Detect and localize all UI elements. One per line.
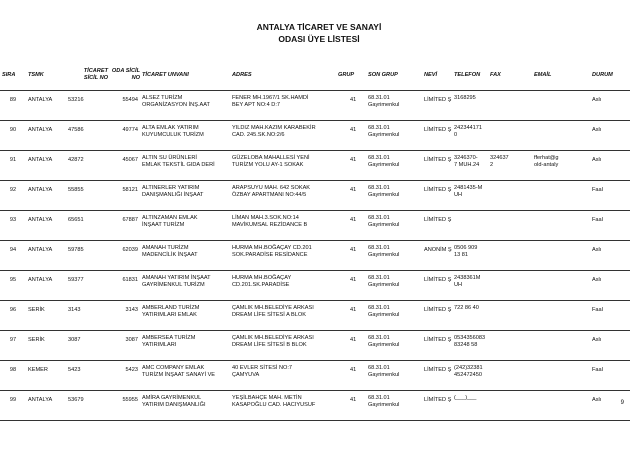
cell-telefon: 3168295 [452, 91, 488, 121]
cell-sira: 93 [0, 211, 26, 241]
cell-son-grup: 68.31.01 Gayrimenkul [366, 361, 422, 391]
cell-grup: 41 [336, 211, 366, 241]
cell-tsmk: ANTALYA [26, 271, 66, 301]
cell-grup: 41 [336, 151, 366, 181]
cell-ticaret-sicil: 47586 [66, 121, 108, 151]
cell-email: fferhat@g old-antaly [532, 151, 590, 181]
cell-son-grup: 68.31.01 Gayrimenkul [366, 181, 422, 211]
cell-nevi: LİMİTED Ş [422, 91, 452, 121]
cell-oda-sicil: 61831 [108, 271, 140, 301]
table-row [0, 121, 630, 151]
cell-sira: 92 [0, 181, 26, 211]
table-row [0, 391, 630, 421]
cell-oda-sicil: 67887 [108, 211, 140, 241]
cell-sira: 90 [0, 121, 26, 151]
cell-son-grup: 68.31.01 Gayrimenkul [366, 271, 422, 301]
table-row [0, 361, 630, 391]
cell-tsmk: ANTALYA [26, 91, 66, 121]
cell-sira: 95 [0, 271, 26, 301]
cell-grup: 41 [336, 271, 366, 301]
cell-email [532, 121, 590, 151]
cell-son-grup: 68.31.01 Gayrimenkul [366, 301, 422, 331]
cell-oda-sicil: 3143 [108, 301, 140, 331]
cell-telefon: 2438361M UH [452, 271, 488, 301]
cell-ticaret-sicil: 55855 [66, 181, 108, 211]
cell-ticaret-sicil: 65651 [66, 211, 108, 241]
cell-ticaret-sicil: 3143 [66, 301, 108, 331]
cell-email [532, 211, 590, 241]
cell-durum: Faal [590, 181, 630, 211]
cell-nevi: LİMİTED Ş [422, 301, 452, 331]
document-title-line1: ANTALYA TİCARET VE SANAYİ [256, 22, 382, 32]
cell-ticaret-unvani: AMİRA GAYRİMENKUL YATIRIM DANIŞMANLIĞI [140, 391, 230, 421]
table-row [0, 151, 630, 181]
cell-ticaret-unvani: AMBERSEA TURİZM YATIRIMLARI [140, 331, 230, 361]
cell-fax [488, 181, 532, 211]
cell-adres: ÇAMLIK MH.BELEDİYE ARKASI DREAM LİFE SİTESİ B BLOK [230, 331, 336, 361]
cell-grup: 41 [336, 91, 366, 121]
cell-ticaret-unvani: ALSEZ TURİZM ORGANİZASYON İNŞ.AAT [140, 91, 230, 121]
cell-nevi: LİMİTED Ş [422, 151, 452, 181]
cell-grup: 41 [336, 181, 366, 211]
cell-durum: Faal [590, 301, 630, 331]
col-ticaret-unvani: TİCARET UNVANI [140, 60, 230, 91]
cell-fax [488, 211, 532, 241]
cell-nevi: LİMİTED Ş [422, 211, 452, 241]
cell-ticaret-sicil: 5423 [66, 361, 108, 391]
document-title-line2: ODASI ÜYE LİSTESİ [278, 34, 360, 44]
cell-telefon: (242)32381 452472450 [452, 361, 488, 391]
cell-nevi: LİMİTED Ş [422, 391, 452, 421]
cell-nevi: LİMİTED Ş [422, 121, 452, 151]
cell-fax [488, 361, 532, 391]
cell-son-grup: 68.31.01 Gayrimenkul [366, 391, 422, 421]
cell-adres: ÇAMLIK MH.BELEDİYE ARKASI DREAM LİFE SİTESİ A BLOK [230, 301, 336, 331]
cell-nevi: LİMİTED Ş [422, 361, 452, 391]
cell-ticaret-sicil: 42872 [66, 151, 108, 181]
cell-tsmk: SERİK [26, 301, 66, 331]
cell-email [532, 91, 590, 121]
cell-fax [488, 91, 532, 121]
cell-grup: 41 [336, 241, 366, 271]
cell-adres: YEŞİLBAHÇE MAH. METİN KASAPOĞLU CAD. HACIYUSUF [230, 391, 336, 421]
cell-fax [488, 271, 532, 301]
cell-adres: LİMAN MAH.3.SOK.NO:14 MAVİKUMSAL REZİDANCE B [230, 211, 336, 241]
cell-ticaret-sicil: 53679 [66, 391, 108, 421]
cell-grup: 41 [336, 361, 366, 391]
cell-tsmk: KEMER [26, 361, 66, 391]
cell-adres: FENER MH.1967/1 SK.HAMDİ BEY APT NO:4 D:7 [230, 91, 336, 121]
cell-fax [488, 301, 532, 331]
cell-email [532, 391, 590, 421]
cell-ticaret-unvani: ALTIN SU ÜRÜNLERİ EMLAK TEKSTİL GIDA DERİ [140, 151, 230, 181]
cell-telefon: 722 86 40 [452, 301, 488, 331]
col-tsmk: TSMK [26, 60, 66, 91]
cell-email [532, 181, 590, 211]
cell-ticaret-unvani: AMANAH TURİZM MADENCİLİK İNŞAAT [140, 241, 230, 271]
col-fax: FAX [488, 60, 532, 91]
cell-ticaret-sicil: 53216 [66, 91, 108, 121]
cell-oda-sicil: 3087 [108, 331, 140, 361]
cell-telefon: 2481435-M UH [452, 181, 488, 211]
cell-telefon [452, 211, 488, 241]
table-row [0, 91, 630, 121]
cell-son-grup: 68.31.01 Gayrimenkul [366, 91, 422, 121]
cell-oda-sicil: 45067 [108, 151, 140, 181]
cell-ticaret-sicil: 3087 [66, 331, 108, 361]
cell-sira: 98 [0, 361, 26, 391]
cell-email [532, 331, 590, 361]
cell-adres: YILDIZ MAH.KAZIM KARABEKİR CAD. 245.SK.NO:2/6 [230, 121, 336, 151]
cell-ticaret-unvani: ALTA EMLAK YATIRIM KUYUMCULUK TURİZM [140, 121, 230, 151]
cell-nevi: LİMİTED Ş [422, 181, 452, 211]
cell-nevi: LİMİTED Ş [422, 331, 452, 361]
col-nevi: NEVİ [422, 60, 452, 91]
cell-ticaret-sicil: 59785 [66, 241, 108, 271]
cell-durum: Aslı [590, 121, 630, 151]
cell-ticaret-unvani: AMC COMPANY EMLAK TURİZM İNŞAAT SANAYİ VE [140, 361, 230, 391]
table-row [0, 211, 630, 241]
cell-email [532, 361, 590, 391]
cell-fax [488, 391, 532, 421]
table-row [0, 271, 630, 301]
cell-durum: Aslı [590, 91, 630, 121]
cell-sira: 89 [0, 91, 26, 121]
cell-ticaret-unvani: AMBERLAND TURİZM YATIRIMLARI EMLAK [140, 301, 230, 331]
cell-oda-sicil: 62039 [108, 241, 140, 271]
cell-tsmk: SERİK [26, 331, 66, 361]
cell-telefon: 3246370- 7 MUH.24 [452, 151, 488, 181]
cell-son-grup: 68.31.01 Gayrimenkul [366, 151, 422, 181]
cell-nevi: LİMİTED Ş [422, 271, 452, 301]
cell-oda-sicil: 55955 [108, 391, 140, 421]
cell-telefon: (___)___ [452, 391, 488, 421]
table-row [0, 331, 630, 361]
col-adres: ADRES [230, 60, 336, 91]
col-email: EMAİL [532, 60, 590, 91]
col-ticaret-sicil: TİCARET SİCİL NO [66, 60, 108, 91]
table-body [0, 91, 630, 421]
cell-sira: 99 [0, 391, 26, 421]
cell-email [532, 301, 590, 331]
page-number: 9 [620, 400, 624, 406]
cell-grup: 41 [336, 121, 366, 151]
cell-tsmk: ANTALYA [26, 241, 66, 271]
cell-durum: Aslı [590, 241, 630, 271]
cell-ticaret-sicil: 59377 [66, 271, 108, 301]
cell-sira: 96 [0, 301, 26, 331]
cell-ticaret-unvani: ALTINZAMAN EMLAK İNŞAAT TURİZM [140, 211, 230, 241]
cell-telefon: 242344171 0 [452, 121, 488, 151]
cell-tsmk: ANTALYA [26, 391, 66, 421]
cell-durum: Aslı [590, 151, 630, 181]
cell-sira: 91 [0, 151, 26, 181]
cell-adres: GÜZELOBA MAHALLESİ YENİ TURİZM YOLU AY-1 SOKAK [230, 151, 336, 181]
cell-email [532, 241, 590, 271]
cell-fax: 324637 2 [488, 151, 532, 181]
cell-son-grup: 68.31.01 Gayrimenkul [366, 331, 422, 361]
cell-oda-sicil: 58121 [108, 181, 140, 211]
cell-email [532, 271, 590, 301]
cell-tsmk: ANTALYA [26, 181, 66, 211]
col-durum: DURUM [590, 60, 630, 91]
cell-ticaret-unvani: ALTINERLER YATIRIM DANIŞMANLIĞI İNŞAAT [140, 181, 230, 211]
table-row [0, 301, 630, 331]
cell-durum: Aslı [590, 271, 630, 301]
cell-adres: HURMA MH.BOĞAÇAY CD.201 SOK.PARADİSE RESİDANCE [230, 241, 336, 271]
cell-fax [488, 331, 532, 361]
table-row [0, 241, 630, 271]
cell-son-grup: 68.31.01 Gayrimenkul [366, 211, 422, 241]
cell-telefon: 0506 909 13 81 [452, 241, 488, 271]
cell-tsmk: ANTALYA [26, 211, 66, 241]
cell-grup: 41 [336, 331, 366, 361]
cell-tsmk: ANTALYA [26, 121, 66, 151]
cell-sira: 97 [0, 331, 26, 361]
col-sira: SIRA [0, 60, 26, 91]
cell-son-grup: 68.31.01 Gayrimenkul [366, 241, 422, 271]
cell-durum: Aslı [590, 391, 630, 421]
cell-adres: HURMA MH.BOĞAÇAY CD.201.SK.PARADİSE [230, 271, 336, 301]
cell-telefon: 0534356083 83248 58 [452, 331, 488, 361]
col-grup: GRUP [336, 60, 366, 91]
cell-son-grup: 68.31.01 Gayrimenkul [366, 121, 422, 151]
cell-ticaret-unvani: AMANAH YATIRIM İNŞAAT GAYRİMENKUL TURİZM [140, 271, 230, 301]
cell-adres: 40 EVLER SİTESİ NO:7 ÇAMYUVA [230, 361, 336, 391]
table-row [0, 181, 630, 211]
cell-oda-sicil: 49774 [108, 121, 140, 151]
col-oda-sicil: ODA SİCİL NO [108, 60, 140, 91]
cell-nevi: ANONİM Ş [422, 241, 452, 271]
cell-oda-sicil: 55494 [108, 91, 140, 121]
col-telefon: TELEFON [452, 60, 488, 91]
cell-durum: Aslı [590, 331, 630, 361]
cell-sira: 94 [0, 241, 26, 271]
cell-tsmk: ANTALYA [26, 151, 66, 181]
member-list-table [0, 60, 630, 421]
cell-durum: Faal [590, 211, 630, 241]
cell-adres: ARAPSUYU MAH. 642 SOKAK ÖZBAY APARTMANI NO:44/5 [230, 181, 336, 211]
cell-durum: Faal [590, 361, 630, 391]
table-header [0, 60, 630, 91]
cell-fax [488, 241, 532, 271]
cell-fax [488, 121, 532, 151]
col-son-grup: SON GRUP [366, 60, 422, 91]
cell-oda-sicil: 5423 [108, 361, 140, 391]
cell-grup: 41 [336, 301, 366, 331]
cell-grup: 41 [336, 391, 366, 421]
